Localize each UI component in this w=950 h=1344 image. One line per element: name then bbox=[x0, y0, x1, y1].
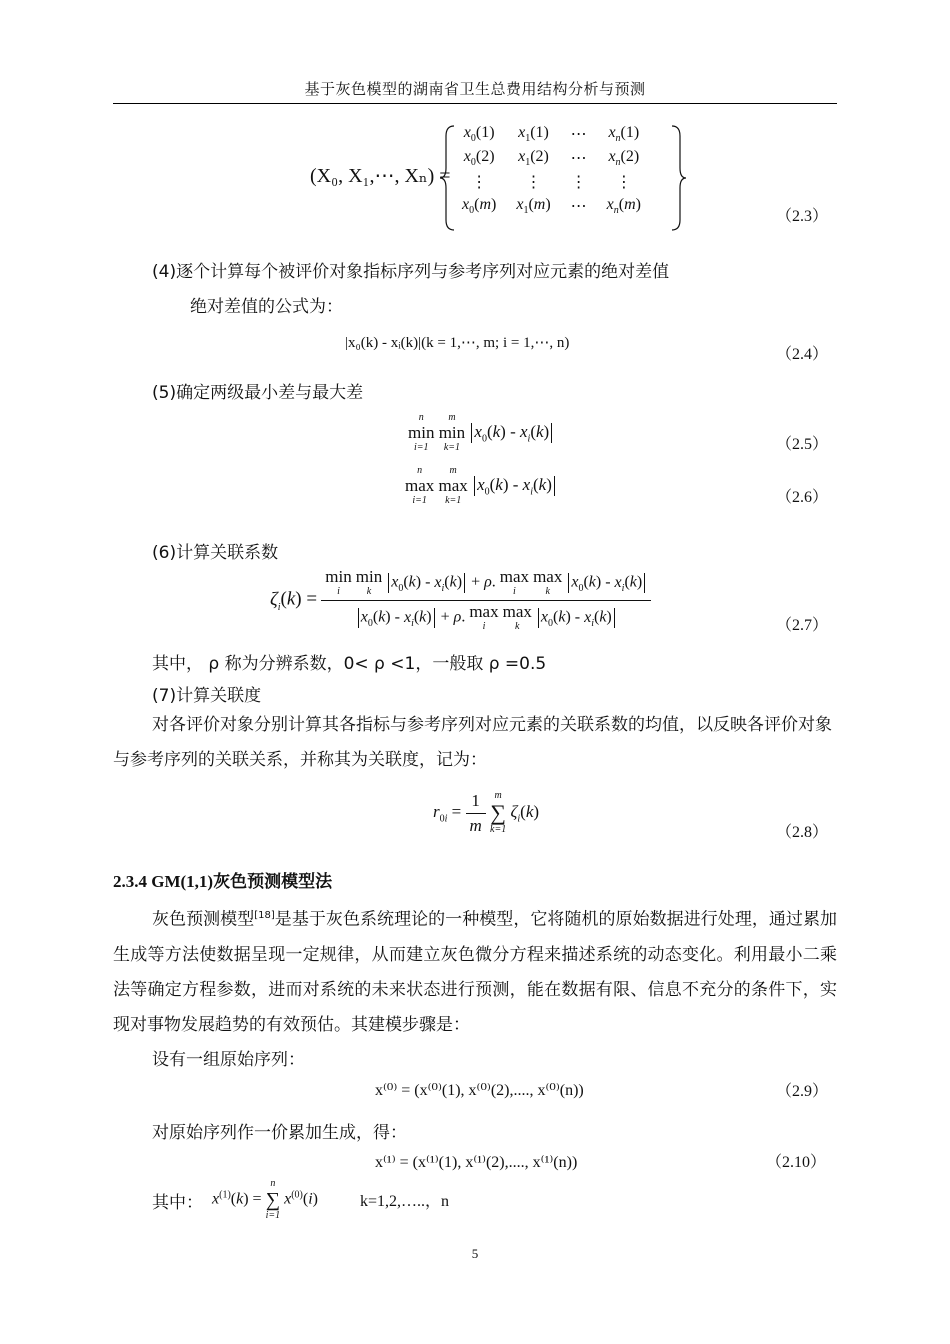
eq-2-4-expr: |x₀(k) - xᵢ(k)|(k = 1,⋯, m; i = 1,⋯, n) bbox=[345, 335, 570, 351]
eq-2-6-expr: n max i=1 m max k=1 $x_0(k) - x_i(k)$ bbox=[405, 465, 557, 507]
eq-2-7-expr: $\zeta_i(k)$ = min i min k $x_0(k) - x_i(k) + \rho$. max i max k $x_0(k) - x_i(k)$ $x_0(k) - x_i(k) + \rho$. max i max k $x_0(k) - x_i(k)$ bbox=[270, 568, 651, 633]
eq-2-5-number: （2.5） bbox=[776, 436, 829, 453]
gm-para-start: 灰色预测模型 bbox=[152, 909, 255, 930]
section-title: 灰色预测模型法 bbox=[213, 872, 333, 892]
accum-text: 对原始序列作一价累加生成，得： bbox=[152, 1123, 407, 1143]
step6-text: (6)计算关联系数 bbox=[152, 543, 279, 563]
step4-text: (4)逐个计算每个被评价对象指标序列与参考序列对应元素的绝对差值 bbox=[152, 262, 670, 282]
step5-text: (5)确定两级最小差与最大差 bbox=[152, 383, 364, 403]
citation-18: [18] bbox=[254, 910, 275, 921]
gm-paragraph bbox=[113, 898, 837, 1043]
k-range: k=1,2,…..，n bbox=[360, 1193, 450, 1210]
eq-2-4-number: （2.4） bbox=[776, 346, 829, 363]
rho-note: 其中， ρ 称为分辨系数，0< ρ <1，一般取 ρ =0.5 bbox=[152, 654, 547, 674]
abs-formula-intro: 绝对差值的公式为： bbox=[190, 297, 343, 317]
gm-para-rest: 是基于灰色系统理论的一种模型，它将随机的原始数据进行处理，通过累加生成等方法使数据呈现一定规律，从而建立灰色微分方程来描述系统的动态变化。利用最小二乘法等确定方程参数，进而对系统的未来状态进行预测，能在数据有限、信息不充分的条件下，实现对事物发展趋势的有效预估。其建模步骤是： bbox=[113, 909, 838, 1035]
eq-2-9-number: （2.9） bbox=[776, 1083, 829, 1100]
eq-2-5-expr: n min i=1 m min k=1 $x_0(k) - x_i(k)$ bbox=[408, 412, 554, 454]
step7-text: (7)计算关联度 bbox=[152, 686, 262, 706]
section-heading bbox=[113, 867, 332, 892]
section-number: 2.3.4 GM(1,1) bbox=[113, 872, 214, 891]
eq-2-3-number: （2.3） bbox=[776, 208, 829, 225]
orig-seq-text: 设有一组原始序列： bbox=[152, 1050, 305, 1070]
header-rule bbox=[113, 103, 837, 104]
eq-2-6-number: （2.6） bbox=[776, 489, 829, 506]
eq-2-10-number: （2.10） bbox=[766, 1154, 827, 1171]
accum-definition: $x^{(1)}(k)$ = n ∑ i=1 $x^{(0)}(i)$ bbox=[212, 1178, 318, 1221]
running-header: 基于灰色模型的湖南省卫生总费用结构分析与预测 bbox=[304, 80, 646, 98]
eq-2-8-expr: $r_{0i}$ = $\frac{1}{m}$ m ∑ k=1 $\zeta_i(k)$ bbox=[433, 790, 540, 835]
step7-paragraph: 对各评价对象分别计算其各指标与参考序列对应元素的关联系数的均值，以反映各评价对象与参考序列的关联关系，并称其为关联度，记为： bbox=[113, 715, 832, 770]
eq-2-10-expr: x⁽¹⁾ = (x⁽¹⁾(1), x⁽¹⁾(2),...., x⁽¹⁾(n)) bbox=[375, 1154, 578, 1171]
eq-2-3-lhs: (X₀, X₁,⋯, Xₙ) = bbox=[310, 165, 451, 187]
page-number: 5 bbox=[471, 1246, 479, 1261]
matrix-table: $x_0(1)$ $x_1(1)$ ⋯ $x_n(1)$ $x_0(2)$ $x_1(2)$ ⋯ $x_n(2)$ ⋮ ⋮ ⋮ ⋮ $x_0(m)$ $x_1(m)$ ⋯ $x_n(m)$ bbox=[462, 124, 641, 217]
eq-2-8-number: （2.8） bbox=[776, 824, 829, 841]
where-label: 其中： bbox=[152, 1193, 203, 1213]
eq-2-9-expr: x⁽⁰⁾ = (x⁽⁰⁾(1), x⁽⁰⁾(2),...., x⁽⁰⁾(n)) bbox=[375, 1082, 584, 1099]
eq-2-7-number: （2.7） bbox=[776, 617, 829, 634]
